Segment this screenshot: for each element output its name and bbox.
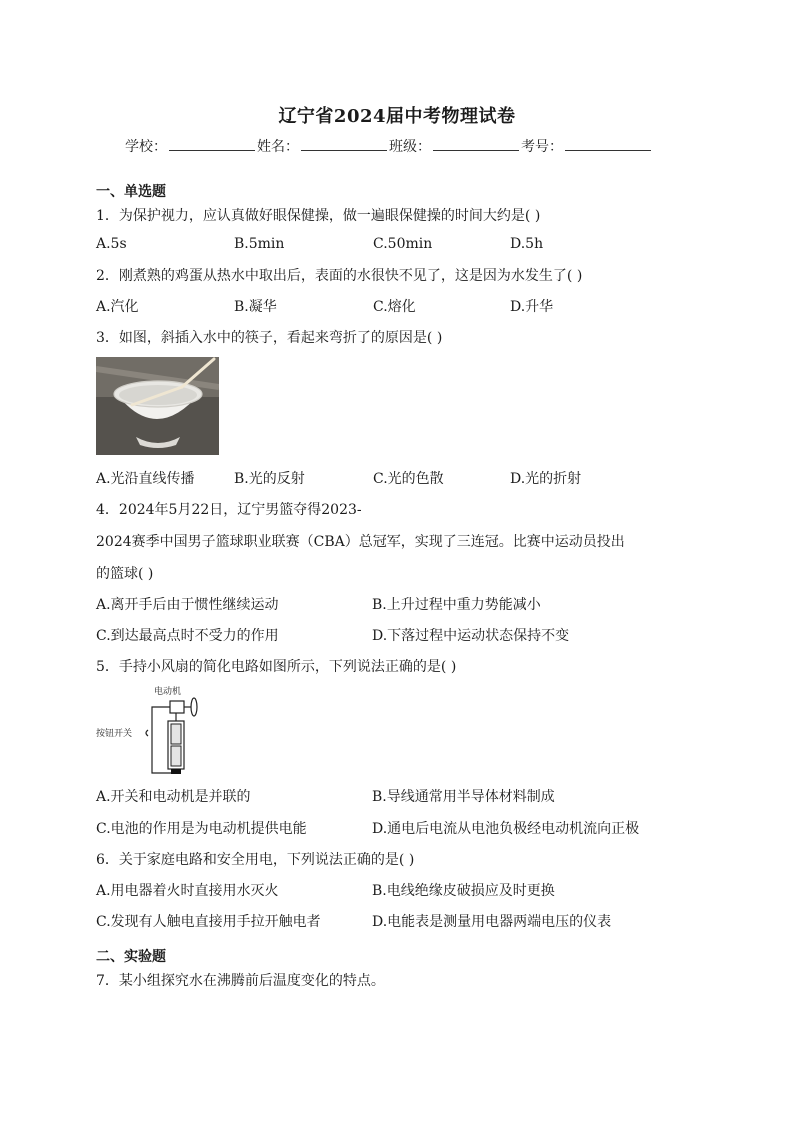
option-b: B.上升过程中重力势能减小 (372, 597, 541, 613)
question-7: 7．某小组探究水在沸腾前后温度变化的特点。 (96, 973, 385, 989)
option-c: C.光的色散 (373, 471, 444, 487)
exam-number-label: 考号： (521, 139, 563, 155)
motor-label: 电动机 (154, 687, 182, 697)
bowl-photo-illustration (96, 357, 219, 455)
question-4-line-1: 4．2024年5月22日，辽宁男篮夺得2023- (96, 502, 362, 518)
circuit-illustration (96, 683, 216, 778)
option-d: D.5h (510, 236, 544, 252)
exam-number-blank (565, 136, 651, 151)
question-1: 1．为保护视力，应认真做好眼保健操，做一遍眼保健操的时间大约是( ) (96, 208, 541, 224)
class-label: 班级： (389, 139, 431, 155)
option-d: D.通电后电流从电池负极经电动机流向正极 (372, 821, 640, 837)
option-a: A.开关和电动机是并联的 (96, 789, 251, 805)
fan-circuit-diagram (96, 683, 216, 778)
option-d: D.升华 (510, 299, 554, 315)
exam-title: 辽宁省2024届中考物理试卷 (278, 106, 516, 127)
switch-label: 按钮开关 (96, 729, 133, 739)
class-blank (433, 136, 519, 151)
section-heading-experiment: 二、实验题 (96, 949, 166, 965)
option-a: A.离开手后由于惯性继续运动 (96, 597, 279, 613)
bowl-chopstick-photo (96, 357, 219, 455)
option-d: D.下落过程中运动状态保持不变 (372, 628, 570, 644)
option-d: D.光的折射 (510, 471, 582, 487)
option-b: B.5min (234, 236, 285, 252)
option-d: D.电能表是测量用电器两端电压的仪表 (372, 914, 612, 930)
option-a: A.5s (96, 236, 127, 252)
option-b: B.导线通常用半导体材料制成 (372, 789, 555, 805)
question-6: 6．关于家庭电路和安全用电，下列说法正确的是( ) (96, 852, 415, 868)
option-c: C.电池的作用是为电动机提供电能 (96, 821, 307, 837)
student-info-row (125, 136, 653, 156)
option-b: B.凝华 (234, 299, 277, 315)
option-b: B.电线绝缘皮破损应及时更换 (372, 883, 555, 899)
option-c: C.发现有人触电直接用手拉开触电者 (96, 914, 321, 930)
question-4-line-2: 2024赛季中国男子篮球职业联赛（CBA）总冠军，实现了三连冠。比赛中运动员投出 (96, 534, 625, 550)
question-5: 5．手持小风扇的简化电路如图所示，下列说法正确的是( ) (96, 659, 457, 675)
school-label: 学校： (125, 139, 167, 155)
question-2: 2．刚煮熟的鸡蛋从热水中取出后，表面的水很快不见了，这是因为水发生了( ) (96, 268, 583, 284)
question-3: 3．如图，斜插入水中的筷子，看起来弯折了的原因是( ) (96, 330, 443, 346)
question-4-line-3: 的篮球( ) (96, 566, 154, 582)
option-a: A.光沿直线传播 (96, 471, 195, 487)
section-heading-single-choice: 一、单选题 (96, 184, 166, 200)
school-blank (169, 136, 255, 151)
option-a: A.汽化 (96, 299, 139, 315)
option-c: C.50min (373, 236, 433, 252)
option-a: A.用电器着火时直接用水灭火 (96, 883, 279, 899)
option-b: B.光的反射 (234, 471, 305, 487)
name-label: 姓名： (257, 139, 299, 155)
option-c: C.到达最高点时不受力的作用 (96, 628, 279, 644)
option-c: C.熔化 (373, 299, 416, 315)
name-blank (301, 136, 387, 151)
